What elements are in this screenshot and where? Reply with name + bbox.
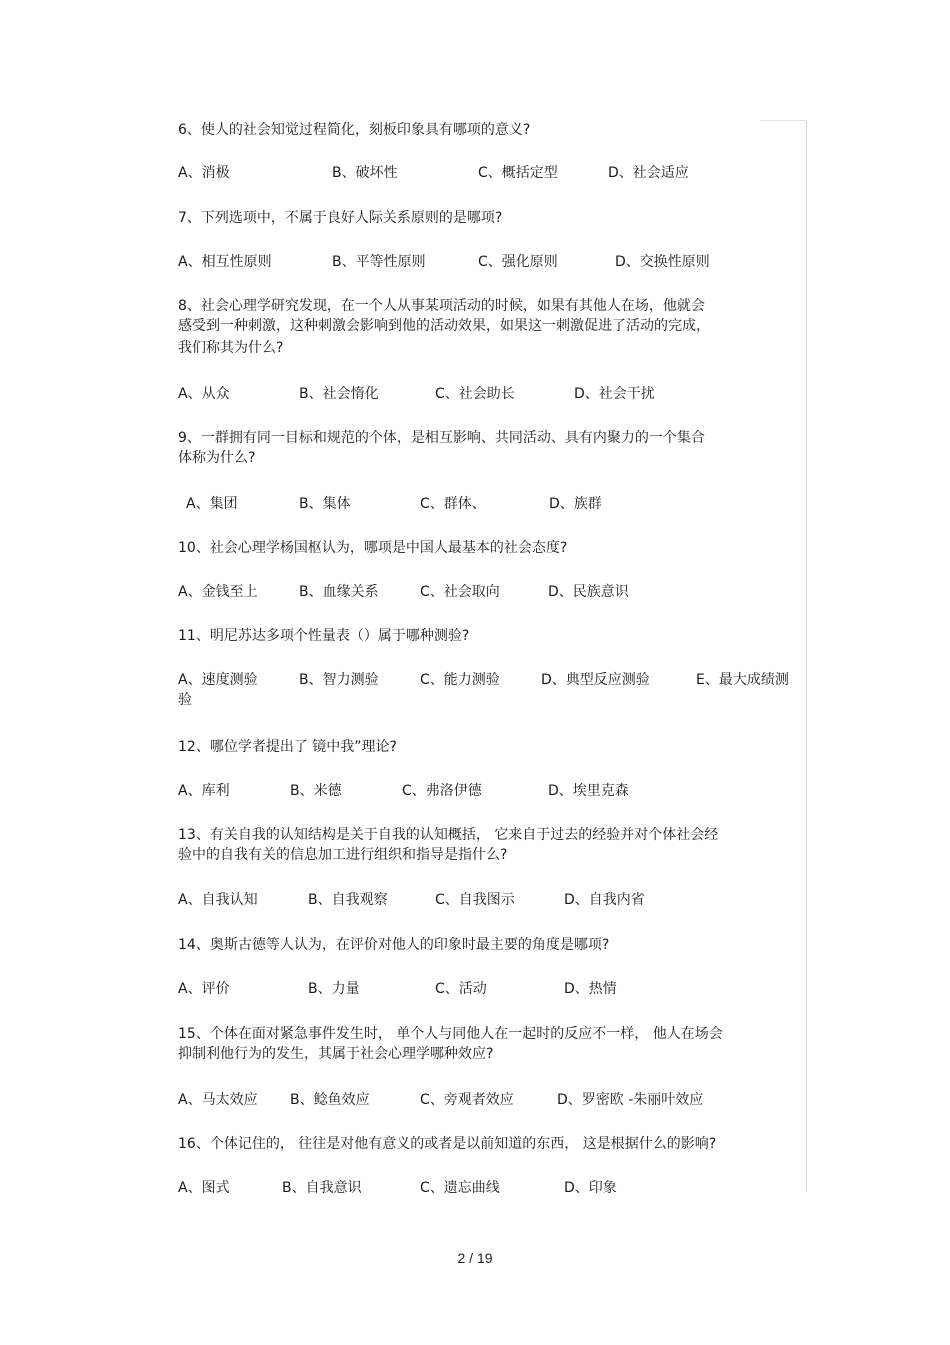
option-b: B、米德 — [290, 783, 342, 799]
question-9-line-2: 体称为什么? — [178, 450, 256, 466]
option-c: C、概括定型 — [478, 165, 558, 181]
question-10-line-1: 10、社会心理学杨国枢认为，哪项是中国人最基本的社会态度? — [178, 540, 568, 556]
option-a: A、马太效应 — [178, 1092, 258, 1108]
option-e: E、最大成绩测 — [696, 672, 789, 688]
option-b: B、平等性原则 — [332, 254, 426, 270]
option-a: A、集团 — [186, 496, 238, 512]
option-a: A、相互性原则 — [178, 254, 272, 270]
option-d: D、族群 — [549, 496, 602, 512]
option-c: C、旁观者效应 — [420, 1092, 514, 1108]
question-12-options — [178, 781, 818, 801]
question-13-options — [178, 890, 818, 910]
option-c: C、遗忘曲线 — [420, 1180, 500, 1196]
option-d: D、社会适应 — [608, 165, 689, 181]
option-d: D、罗密欧 -朱丽叶效应 — [557, 1092, 704, 1108]
option-a: A、从众 — [178, 386, 230, 402]
question-15-options — [178, 1090, 818, 1110]
question-6-options — [178, 163, 818, 183]
question-16-line-1: 16、个体记住的， 往往是对他有意义的或者是以前知道的东西， 这是根据什么的影响? — [178, 1136, 717, 1152]
option-b: B、血缘关系 — [299, 584, 379, 600]
option-d: D、社会干扰 — [574, 386, 655, 402]
option-c: C、强化原则 — [478, 254, 558, 270]
question-8-line-2: 感受到一种刺激，这种刺激会影响到他的活动效果，如果这一刺激促进了活动的完成， — [178, 318, 710, 334]
option-b: B、破坏性 — [332, 165, 398, 181]
option-c: C、社会取向 — [420, 584, 500, 600]
question-14-line-1: 14、奥斯古德等人认为，在评价对他人的印象时最主要的角度是哪项? — [178, 937, 610, 953]
option-d: D、典型反应测验 — [541, 672, 650, 688]
page-frame-right — [806, 120, 807, 1192]
question-6-line-1: 6、使人的社会知觉过程简化，刻板印象具有哪项的意义? — [178, 122, 531, 138]
question-7-options — [178, 252, 818, 272]
question-16-options — [178, 1178, 818, 1198]
question-14-options — [178, 979, 818, 999]
option-b: B、社会惰化 — [299, 386, 379, 402]
question-11-option-e-wrap: 验 — [178, 692, 192, 708]
question-13-line-2: 验中的自我有关的信息加工进行组织和指导是指什么? — [178, 847, 508, 863]
option-d: D、印象 — [564, 1180, 617, 1196]
option-b: B、自我意识 — [282, 1180, 362, 1196]
option-d: D、民族意识 — [548, 584, 629, 600]
option-b: B、智力测验 — [299, 672, 379, 688]
option-c: C、能力测验 — [420, 672, 500, 688]
question-8-line-1: 8、社会心理学研究发现，在一个人从事某项活动的时候，如果有其他人在场，他就会 — [178, 298, 705, 314]
page-frame-top — [760, 120, 806, 121]
option-a: A、消极 — [178, 165, 230, 181]
option-b: B、力量 — [308, 981, 360, 997]
question-8-line-3: 我们称其为什么? — [178, 340, 284, 356]
page-number: 2 / 19 — [457, 1250, 493, 1266]
question-12-line-1: 12、哪位学者提出了 镜中我”理论? — [178, 739, 397, 755]
option-a: A、自我认知 — [178, 892, 258, 908]
question-7-line-1: 7、下列选项中，不属于良好人际关系原则的是哪项? — [178, 210, 503, 226]
option-a: A、速度测验 — [178, 672, 258, 688]
option-a: A、库利 — [178, 783, 230, 799]
option-a: A、图式 — [178, 1180, 230, 1196]
question-9-options — [178, 494, 818, 514]
question-9-line-1: 9、一群拥有同一目标和规范的个体，是相互影响、共同活动、具有内聚力的一个集合 — [178, 430, 705, 446]
option-d: D、埃里克森 — [548, 783, 629, 799]
option-b: B、集体 — [299, 496, 351, 512]
question-15-line-1: 15、个体在面对紧急事件发生时， 单个人与同他人在一起时的反应不一样， 他人在场会 — [178, 1026, 723, 1042]
option-a: A、评价 — [178, 981, 230, 997]
question-11-line-1: 11、明尼苏达多项个性量表（）属于哪种测验? — [178, 628, 470, 644]
option-c: C、自我图示 — [435, 892, 515, 908]
option-a: A、金钱至上 — [178, 584, 258, 600]
option-c: C、活动 — [435, 981, 487, 997]
option-c: C、群体、 — [420, 496, 486, 512]
option-d: D、热情 — [564, 981, 617, 997]
option-c: C、弗洛伊德 — [402, 783, 482, 799]
question-10-options — [178, 582, 818, 602]
question-11-options — [178, 670, 818, 690]
question-13-line-1: 13、有关自我的认知结构是关于自我的认知概括， 它来自于过去的经验并对个体社会经 — [178, 827, 719, 843]
question-8-options — [178, 384, 818, 404]
option-b: B、鲶鱼效应 — [290, 1092, 370, 1108]
option-c: C、社会助长 — [435, 386, 515, 402]
question-15-line-2: 抑制利他行为的发生，其属于社会心理学哪种效应? — [178, 1046, 494, 1062]
option-d: D、交换性原则 — [615, 254, 710, 270]
option-b: B、自我观察 — [308, 892, 388, 908]
option-d: D、自我内省 — [564, 892, 645, 908]
